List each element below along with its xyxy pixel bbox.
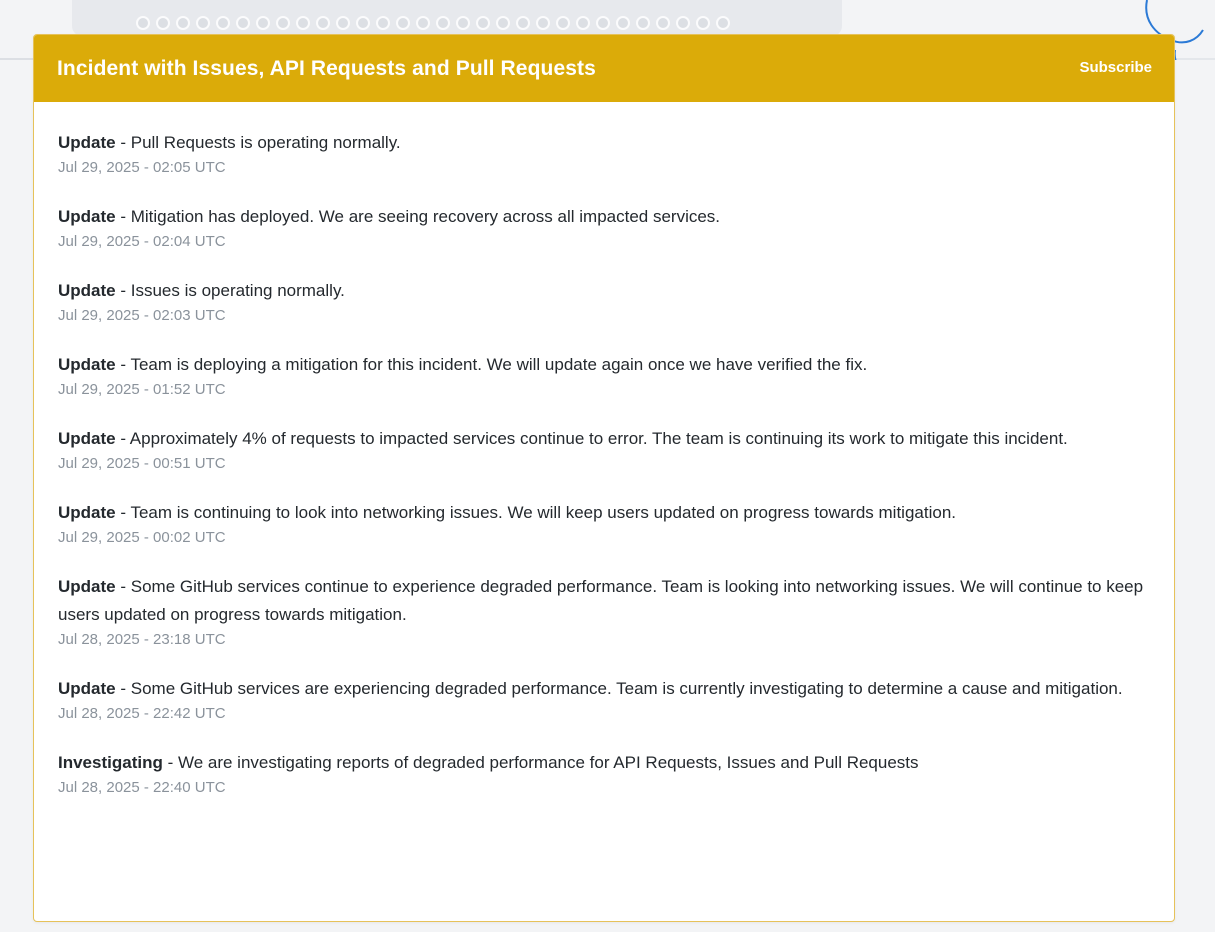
update-separator: - xyxy=(162,753,178,772)
update-separator: - xyxy=(115,679,131,698)
update-text xyxy=(58,277,1150,305)
update-separator: - xyxy=(115,133,131,152)
update-separator: - xyxy=(115,503,131,522)
update-message: Issues is operating normally. xyxy=(130,281,345,300)
update-timestamp: Jul 29, 2025 - 02:05 UTC xyxy=(58,159,226,176)
incident-update xyxy=(58,499,1150,548)
update-separator: - xyxy=(115,429,130,448)
update-message: Some GitHub services continue to experience degraded performance. Team is looking into networking issues. We will continue to keep users updated on progress towards mitigation. xyxy=(58,577,1144,624)
update-text xyxy=(58,573,1150,629)
update-separator: - xyxy=(115,577,131,596)
update-separator: - xyxy=(115,207,131,226)
update-timestamp: Jul 29, 2025 - 00:51 UTC xyxy=(58,455,226,472)
update-status: Update xyxy=(58,207,116,226)
update-text xyxy=(58,425,1150,453)
update-message: Approximately 4% of requests to impacted services continue to error. The team is continuing its work to mitigate this incident. xyxy=(129,429,1068,448)
update-timestamp: Jul 28, 2025 - 22:42 UTC xyxy=(58,705,226,722)
update-message: Mitigation has deployed. We are seeing recovery across all impacted services. xyxy=(130,207,721,226)
update-status: Update xyxy=(58,133,116,152)
update-text xyxy=(58,749,1150,777)
incident-update xyxy=(58,749,1150,798)
update-status: Update xyxy=(58,355,116,374)
update-text xyxy=(58,351,1150,379)
incident-update xyxy=(58,425,1150,474)
incident-update xyxy=(58,573,1150,650)
machine-dots xyxy=(136,16,730,30)
incident-update xyxy=(58,675,1150,724)
update-status: Update xyxy=(58,679,116,698)
incident-card xyxy=(33,34,1175,922)
update-timestamp: Jul 28, 2025 - 23:18 UTC xyxy=(58,631,226,648)
update-timestamp: Jul 29, 2025 - 02:03 UTC xyxy=(58,307,226,324)
machine-illustration xyxy=(72,0,842,36)
update-text xyxy=(58,203,1150,231)
incident-update xyxy=(58,203,1150,252)
update-separator: - xyxy=(115,281,131,300)
update-message: Pull Requests is operating normally. xyxy=(130,133,401,152)
incident-update xyxy=(58,129,1150,178)
incident-update xyxy=(58,351,1150,400)
update-status: Update xyxy=(58,429,116,448)
update-timestamp: Jul 29, 2025 - 00:02 UTC xyxy=(58,529,226,546)
update-separator: - xyxy=(115,355,131,374)
update-text xyxy=(58,129,1150,157)
update-status: Update xyxy=(58,503,116,522)
incident-update xyxy=(58,277,1150,326)
updates-list xyxy=(34,102,1174,798)
update-text xyxy=(58,675,1150,703)
update-timestamp: Jul 29, 2025 - 02:04 UTC xyxy=(58,233,226,250)
update-status: Update xyxy=(58,281,116,300)
update-text xyxy=(58,499,1150,527)
update-timestamp: Jul 29, 2025 - 01:52 UTC xyxy=(58,381,226,398)
incident-title: Incident with Issues, API Requests and Pull Requests xyxy=(57,56,596,80)
update-message: We are investigating reports of degraded performance for API Requests, Issues and Pull Requests xyxy=(177,753,919,772)
incident-header xyxy=(34,35,1174,102)
update-status: Update xyxy=(58,577,116,596)
subscribe-button[interactable]: Subscribe xyxy=(1079,59,1152,76)
update-message: Team is continuing to look into networking issues. We will keep users updated on progress towards mitigation. xyxy=(130,503,956,522)
update-message: Team is deploying a mitigation for this incident. We will update again once we have verified the fix. xyxy=(130,355,868,374)
update-status: Investigating xyxy=(58,753,163,772)
update-message: Some GitHub services are experiencing degraded performance. Team is currently investigating to determine a cause and mitigation. xyxy=(130,679,1123,698)
update-timestamp: Jul 28, 2025 - 22:40 UTC xyxy=(58,779,226,796)
